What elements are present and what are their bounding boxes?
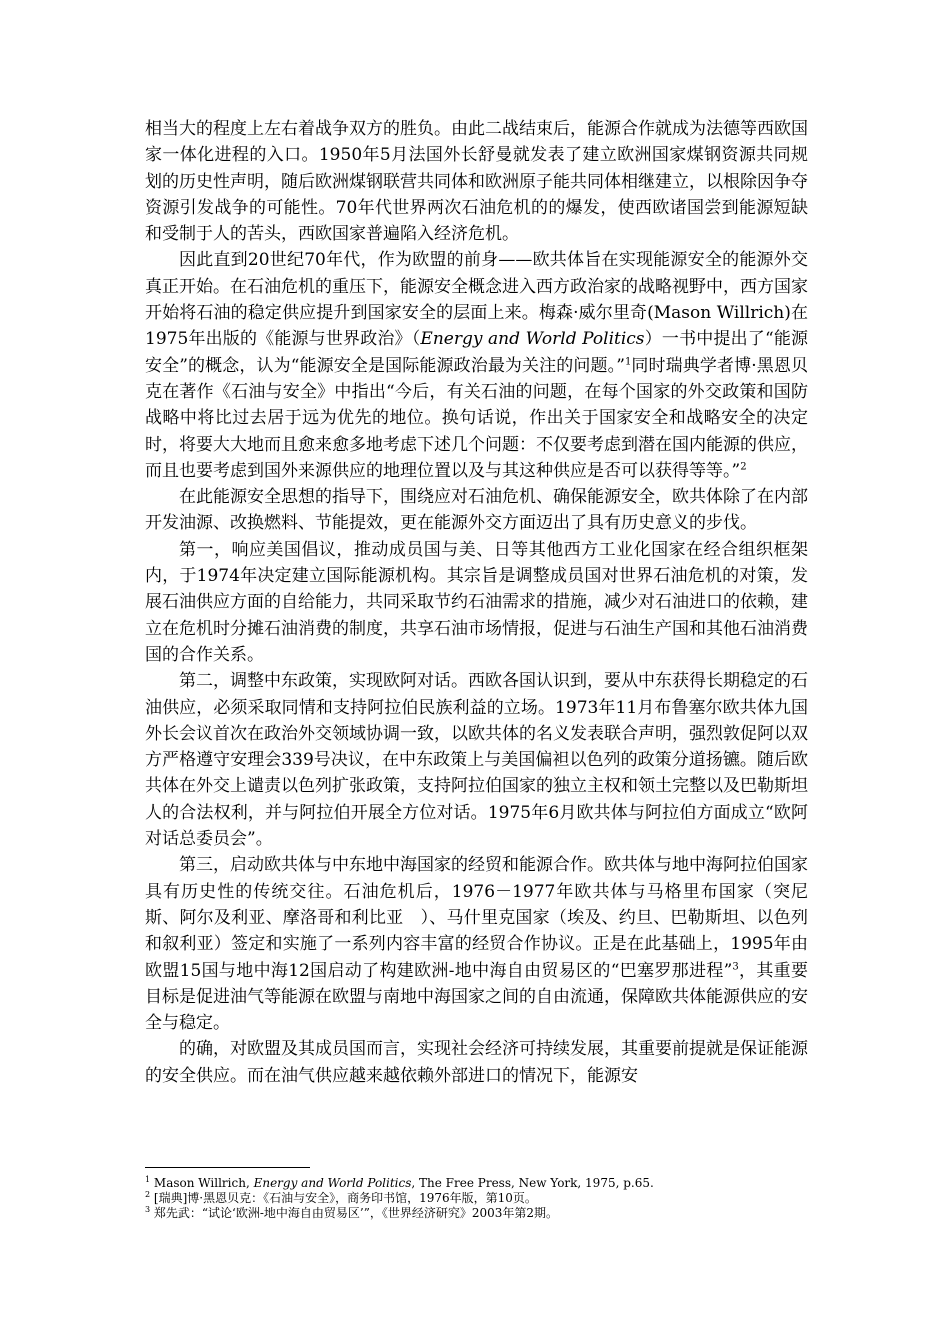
footnote-book-title: Energy and World Politics xyxy=(253,1176,412,1190)
paragraph-text: 第一，响应美国倡议，推动成员国与美、日等其他西方工业化国家在经合组织框架内，于1974年决定建立国际能源机构。其宗旨是调整成员国对世界石油危机的对策，发展石油供应方面的自给能力，共同采取节约石油需求的措施，减少对石油进口的依赖，建立在危机时分摊石油消费的制度，共享石油市场情报，促进与石油生产国和其他石油消费国的合作关系。 xyxy=(145,539,808,665)
paragraph xyxy=(145,1036,808,1089)
footnote xyxy=(145,1176,825,1191)
paragraph-text: ）一书中提出了“能源安全”的概念，认为“能源安全是国际能源政治最为关注的问题。” xyxy=(145,329,809,376)
paragraph-text: ，其重要目标是促进油气等能源在欧盟与南地中海国家之间的自由流通，保障欧共体能源供应的安全与稳定。 xyxy=(145,960,809,1034)
paragraph-text: 相当大的程度上左右着战争双方的胜负。由此二战结束后，能源合作就成为法德等西欧国家一体化进程的入口。1950年5月法国外长舒曼就发表了建立欧洲国家煤钢资源共同规划的历史性声明，随后欧洲煤钢联营共同体和欧洲原子能共同体相继建立，以根除因争夺资源引发战争的可能性。70年代世界两次石油危机的的爆发，使西欧诸国尝到能源短缺和受制于人的苦头，西欧国家普遍陷入经济危机。 xyxy=(145,119,808,245)
footnote-ref[interactable]: 2 xyxy=(740,461,747,473)
paragraph-text: 因此直到20世纪70年代，作为欧盟的前身——欧共体旨在实现能源安全的能源外交真正开始。在石油危机的重压下，能源安全概念进入西方政治家的战略视野中，西方国家开始将石油的稳定供应提升到国家安全的层面上来。梅森·威尔里奇(Mason Willrich)在1975年出版的《能源与世界政治》（ xyxy=(145,250,808,350)
footnote-text: [瑞典]博·黑恩贝克：《石油与安全》，商务印书馆，1976年版，第10页。 xyxy=(153,1191,537,1205)
footnotes xyxy=(145,1176,825,1221)
paragraph xyxy=(145,247,808,484)
paragraph xyxy=(145,668,808,852)
paragraph-text: 在此能源安全思想的指导下，围绕应对石油危机、确保能源安全，欧共体除了在内部开发油源、改换燃料、节能提效，更在能源外交方面迈出了具有历史意义的步伐。 xyxy=(145,487,808,534)
paragraph xyxy=(145,116,808,247)
paragraph-text: 同时瑞典学者博·黑恩贝克在著作《石油与安全》中指出“今后，有关石油的问题，在每个国家的外交政策和国防战略中将比过去居于远为优先的地位。换句话说，作出关于国家安全和战略安全的决定时，将要大大地而且愈来愈多地考虑下述几个问题：不仅要考虑到潜在国内能源的供应，而且也要考虑到国外来源供应的地理位置以及与其这种供应是否可以获得等等。” xyxy=(145,355,808,481)
body-text xyxy=(145,116,808,1089)
footnote-number: 3 xyxy=(145,1205,151,1214)
footnote xyxy=(145,1191,825,1206)
footnote-text: Mason Willrich, xyxy=(153,1176,254,1190)
paragraph xyxy=(145,484,808,537)
paragraph-text: 第二，调整中东政策，实现欧阿对话。西欧各国认识到，要从中东获得长期稳定的石油供应，必须采取同情和支持阿拉伯民族利益的立场。1973年11月布鲁塞尔欧共体九国外长会议首次在政治外交领域协调一致，以欧共体的名义发表联合声明，强烈敦促阿以双方严格遵守安理会339号决议，在中东政策上与美国偏袒以色列的政策分道扬镳。随后欧共体在外交上谴责以色列扩张政策，支持阿拉伯国家的独立主权和领土完整以及巴勒斯坦人的合法权利，并与阿拉伯开展全方位对话。1975年6月欧共体与阿拉伯方面成立“欧阿对话总委员会”。 xyxy=(145,671,808,850)
footnote-separator xyxy=(145,1167,310,1168)
footnote-text: 郑先武：“试论‘欧洲-地中海自由贸易区’”，《世界经济研究》2003年第2期。 xyxy=(153,1206,559,1220)
footnote-number: 1 xyxy=(145,1175,151,1184)
footnote-number: 2 xyxy=(145,1190,151,1199)
footnote xyxy=(145,1206,825,1221)
footnote-ref[interactable]: 3 xyxy=(732,960,739,972)
footnote-text: , The Free Press, New York, 1975, p.65. xyxy=(411,1176,654,1190)
paragraph xyxy=(145,537,808,668)
paragraph-text: 的确，对欧盟及其成员国而言，实现社会经济可持续发展，其重要前提就是保证能源的安全供应。而在油气供应越来越依赖外部进口的情况下，能源安 xyxy=(145,1039,808,1086)
footnote-ref[interactable]: 1 xyxy=(624,356,632,368)
book-title-italic: Energy and World Politics xyxy=(420,329,645,350)
paragraph-text: 第三，启动欧共体与中东地中海国家的经贸和能源合作。欧共体与地中海阿拉伯国家具有历史性的传统交往。石油危机后，1976－1977年欧共体与马格里布国家（突尼斯、阿尔及利亚、摩洛哥和利比亚 ）、马什里克国家（埃及、约旦、巴勒斯坦、以色列和叙利亚）签定和实施了一系列内容丰富的经贸合作协议。正是在此基础上，1995年由欧盟15国与地中海12国启动了构建欧洲-地中海自由贸易区的“巴塞罗那进程” xyxy=(145,855,808,981)
paragraph xyxy=(145,852,808,1036)
